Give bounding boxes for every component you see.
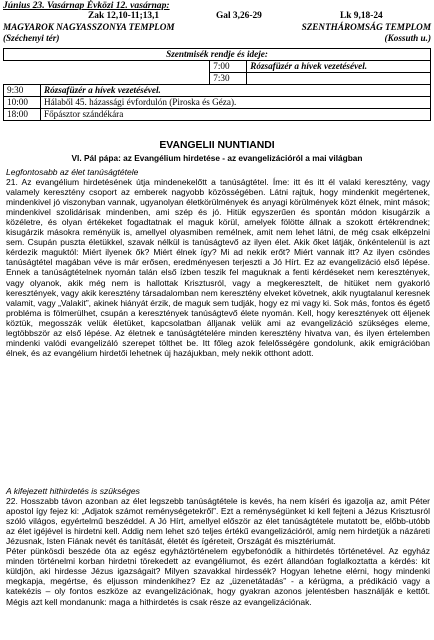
section-1-heading: Legfontosabb az élet tanúságtétele bbox=[6, 167, 139, 177]
schedule-text: Főpásztor szándékára bbox=[40, 109, 430, 121]
schedule-text: Rózsafüzér a hívek vezetésével. bbox=[40, 85, 430, 97]
church-right-name: SZENTHÁROMSÁG TEMPLOM bbox=[301, 22, 431, 32]
church-right-place: (Kossuth u.) bbox=[384, 33, 431, 43]
schedule-text: Rózsafüzér a hívek vezetésével. bbox=[247, 61, 431, 73]
schedule-row bbox=[4, 73, 431, 85]
section-2-heading: A kifejezett hithirdetés is szükséges bbox=[6, 486, 140, 496]
date-line: Június 23. Vasárnap Évközi 12. vasárnap: bbox=[3, 0, 170, 11]
mass-schedule-table bbox=[3, 48, 431, 121]
section-2 bbox=[6, 486, 430, 607]
reading-lk: Lk 9,18-24 bbox=[340, 11, 383, 21]
schedule-row bbox=[4, 97, 431, 109]
article-subtitle: VI. Pál pápa: az Evangélium hirdetése - az evangelizációról a mai világban bbox=[71, 153, 363, 163]
church-left-place: (Széchenyi tér) bbox=[3, 33, 60, 43]
section-1 bbox=[6, 167, 430, 358]
reading-zak: Zak 12,10-11;13,1 bbox=[88, 11, 160, 21]
schedule-title-row bbox=[4, 49, 431, 61]
section-2-text: 22. Hosszabb távon azonban az élet legszebb tanúságtétele is kevés, ha nem kíséri és igazolja az, amit Péter apostol így fejez ki: „Adjatok számot reménységetekről”. Ezt a reménységünket ki kell fejteni a Jézus Krisztusról szóló világos, egyértelmű beszéddel. A Jó Hírt, amellyel először az élet tanúságtétele mutatott be, előbb-utóbb az élet igéjével is hirdetni kell. Addig nem lehet szó teljes értékű evangelizációról, amíg nem hirdetjük a názáreti Jézusnak, Isten Fiának nevét és tanítását, életét és ígéreteit, Országát és misztériumát. Péter pünkösdi beszéde óta az egész egyháztörténelem egybefonódik a hithirdetés történetével. Az egyház minden történelmi korban hirdetni törekedett az evangéliumot, és ezért állandóan foglalkoztatta a kérdés: kit küldjön, aki hirdesse Jézus igazságait? Milyen szavakkal hirdessék? Hogyan lehetne elérni, hogy mindenki megkapja, megértse, és eljusson mindenkihez? Ez az „üzenetátadás” - a kérügma, a prédikáció vagy a katekézis – oly fontos eszköze az evangelizációnak, hogy gyakran azonos jelentésben használják e kettőt. Mégis azt kell mondanunk: maga a hithirdetés is csak része az evangelizációnak. bbox=[6, 496, 430, 607]
schedule-row bbox=[4, 109, 431, 121]
reading-gal: Gal 3,26-29 bbox=[216, 11, 262, 21]
section-1-text: 21. Az evangélium hirdetésének útja mindenekelőtt a tanúságtétel. Íme: itt és itt él valaki keresztény, vagy valamely keresztény csoport az emberek nagyobb közösségében. Látni rajtuk, hogy mindenkit megértenek, mindenkivel jó viszonyban vannak, ugyanolyan életkörülmények és anyagi körülmények közt élnek, mint mások; mindenkivel szolidárisak mindenben, ami szép és jó. Hitük egyszerűen és spontán módon kisugárzik a közéletre, és olyan értékeket fogadtatnak el maguk körül, amelyek fölötte állnak a szokott értékrendnek; kisugárzik másokra reményük is, amellyel olyasmiben remélnek, amit nem lehet látni, de még csak elképzelni sem. Csupán puszta életükkel, szavak nélkül is tanúságtevő az ilyen élet. Akik őket látják, önkéntelenül is azt kérdezik maguktól: Miért ilyenek ők? Miért élnek így? Mi ad nekik erőt? Miért vannak itt? Az ilyen csöndes tanúságtétel magában véve is már erősen, eredményesen terjeszti a Jó Hírt. Ez az evangelizáció első lépése. Ennek a tanúságtételnek nyomán talán első ízben teszik fel maguknak a fenti kérdéseket nem keresztények, vagy olyanok, akik még nem is hallottak Krisztusról, vagy a megkeresztelt, de hitüket nem gyakorló keresztények, vagy akik keresztény társadalomban nem keresztény elveket követnek, akik nyugtalanul keresnek valamit, vagy „Valakit”, akinek hiányát érzik, de maguk sem tudják, hogy ez mi vagy ki. Sok más, fontos és égető probléma is fölmerülhet, csupán a keresztények tanúságtevő élete nyomán. Kell, hogy keresztények ott éljenek köztük, megosszák velük életüket, kapcsolatban álljanak velük ami az evangelizáció szükséges eleme, legtöbbször az első lépése. Az életnek e tanúságtételére minden keresztény hivatva van, és ilyen értelemben mindenki valódi evangelizáló szerepet tölthet be. Itt főleg azok felelősségére gondolunk, akik emigrációban élnek, és az evangélium hirdetői lehetnek új hazájukban, mely nekik otthont adott. bbox=[6, 177, 430, 358]
schedule-time: 7:30 bbox=[210, 73, 247, 85]
schedule-row bbox=[4, 85, 431, 97]
church-left-name: MAGYAROK NAGYASSZONYA TEMPLOM bbox=[3, 22, 175, 32]
schedule-time: 18:00 bbox=[4, 109, 41, 121]
schedule-text bbox=[247, 73, 431, 85]
article-title: EVANGELII NUNTIANDI bbox=[159, 140, 275, 151]
church-names bbox=[3, 22, 431, 46]
schedule-text: Hálaből 45. házassági évfordulón (Piroska és Géza). bbox=[40, 97, 430, 109]
schedule-row bbox=[4, 61, 431, 73]
schedule-title: Szentmisék rendje és ideje: bbox=[4, 49, 431, 61]
schedule-time: 9:30 bbox=[4, 85, 41, 97]
schedule-time: 7:00 bbox=[210, 61, 247, 73]
schedule-time: 10:00 bbox=[4, 97, 41, 109]
